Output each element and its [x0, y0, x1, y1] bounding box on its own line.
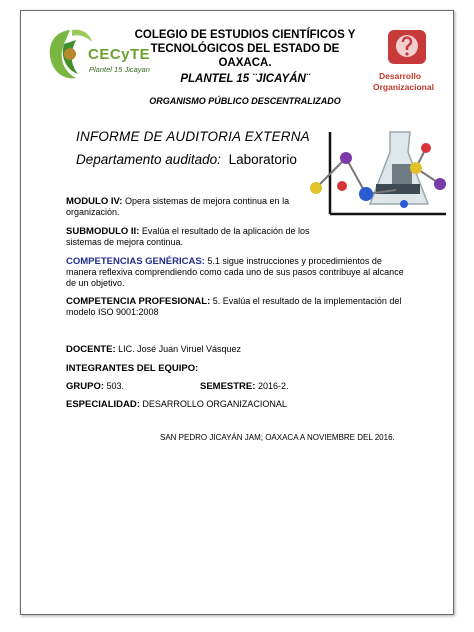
microscope-molecule-icon: [306, 128, 450, 220]
school-name-line2: TECNOLÓGICOS DEL ESTADO DE: [150, 43, 340, 55]
submodulo-value: Evalúa el resultado de la aplicación de los sistemas de mejora continua.: [66, 226, 310, 247]
semestre-label: SEMESTRE:: [200, 381, 256, 392]
grupo-value: 503.: [104, 381, 125, 391]
organismo-line: ORGANISMO PÚBLICO DESCENTRALIZADO: [149, 96, 341, 106]
semestre-field: [200, 381, 350, 392]
docente-field: [66, 344, 366, 355]
logo-right-line2: Organizacional: [373, 82, 434, 92]
competencias-genericas-value: 5.1 sigue instrucciones y procedimientos de manera reflexiva comprendiendo como cada uno de sus pasos contribuye al alcance de un objetivo.: [66, 256, 404, 288]
competencias-genericas-field: [66, 256, 406, 289]
competencia-profesional-field: [66, 296, 412, 318]
integrantes-field: [66, 363, 366, 374]
especialidad-label: ESPECIALIDAD:: [66, 399, 140, 410]
competencia-profesional-value: 5. Evalúa el resultado de la implementación del modelo ISO 9001:2008: [66, 296, 402, 317]
especialidad-value: DESARROLLO ORGANIZACIONAL: [139, 399, 287, 409]
puzzle-head-icon: [378, 28, 438, 68]
semestre-value: 2016-2.: [255, 381, 289, 391]
submodulo-label: SUBMODULO II:: [66, 226, 140, 237]
submodulo-field: [66, 226, 322, 248]
logo-right-line1: Desarrollo: [379, 71, 422, 81]
department-value: Laboratorio: [228, 152, 297, 167]
docente-value: LIC. José Juan Viruel Vásquez: [115, 344, 242, 354]
cecyte-logo-text: CECyTE: [88, 46, 151, 63]
department-label: Departamento auditado:: [76, 152, 221, 167]
modulo-label: MODULO IV:: [66, 196, 123, 207]
place-date-line: SAN PEDRO JICAYÁN JAM; OAXACA A NOVIEMBRE DEL 2016.: [160, 433, 395, 442]
department-line: [76, 152, 297, 167]
school-name-line3: OAXACA.: [218, 57, 272, 69]
report-title: INFORME DE AUDITORIA EXTERNA: [76, 129, 310, 144]
competencia-profesional-label: COMPETENCIA PROFESIONAL:: [66, 296, 211, 307]
grupo-field: [66, 381, 196, 392]
modulo-value: Opera sistemas de mejora continua en la organización.: [66, 196, 290, 217]
docente-label: DOCENTE:: [66, 344, 116, 355]
laboratory-illustration: [306, 128, 450, 220]
cecyte-logo-subtitle: Plantel 15 Jicayan: [89, 65, 150, 74]
school-name-line1: COLEGIO DE ESTUDIOS CIENTÍFICOS Y: [134, 29, 356, 41]
grupo-label: GRUPO:: [66, 381, 104, 392]
competencias-genericas-label: COMPETENCIAS GENÉRICAS:: [66, 256, 205, 267]
especialidad-field: [66, 399, 366, 410]
integrantes-label: INTEGRANTES DEL EQUIPO:: [66, 363, 199, 374]
desarrollo-organizacional-logo: [373, 28, 443, 94]
modulo-field: [66, 196, 316, 218]
plantel-title: PLANTEL 15 ¨JICAYÁN¨: [180, 73, 310, 85]
